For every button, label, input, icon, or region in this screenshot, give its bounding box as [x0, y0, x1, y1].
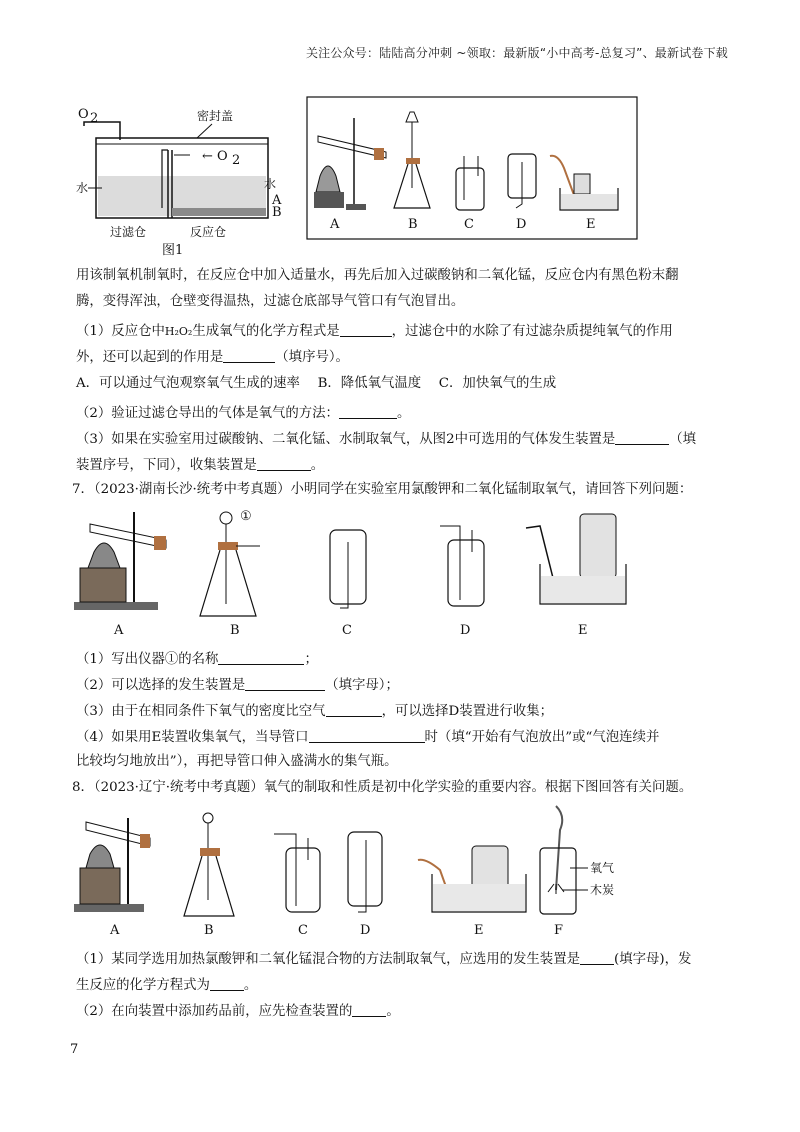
q3-blank-collector[interactable] — [257, 456, 311, 471]
p7-q2-end: （填字母）； — [325, 678, 399, 693]
fig8-oxygen-label: 氧气 — [590, 861, 615, 875]
fig7-label-e: E — [578, 623, 588, 638]
q3-text-c: 装置序号，下同），收集装置是 — [76, 458, 257, 473]
q3-text-b: （填 — [669, 432, 697, 447]
q2-end: 。 — [396, 406, 411, 421]
q3-blank-generator[interactable] — [615, 430, 669, 445]
question-3-line2 — [76, 456, 324, 476]
fig2-apparatus-a — [314, 118, 386, 232]
fig2-apparatus-e — [550, 156, 618, 232]
fig8-label-c: C — [298, 923, 308, 938]
fig8-apparatus-e — [418, 846, 526, 938]
fig1-water-left: 水 — [76, 181, 89, 195]
fig7-label-b: B — [230, 623, 240, 638]
p7-question-4-line2: 比较均匀地放出”），再把导管口伸入盛满水的集气瓶。 — [76, 754, 398, 769]
intro-paragraph-line2: 腾，变得浑浊，仓壁变得温热，过滤仓底部导气管口有气泡冒出。 — [76, 294, 465, 309]
p8-q1-text-b: (填字母)，发 — [613, 952, 692, 967]
p8-question-2 — [76, 1002, 400, 1022]
p7-q4-text-a: （4）如果用E装置收集氧气，当导管口 — [76, 730, 309, 745]
fig1-caption: 图1 — [162, 243, 184, 258]
fig8-label-a: A — [110, 923, 120, 938]
fig1-label-b: B — [272, 205, 282, 220]
fig2-apparatus-c — [456, 156, 484, 232]
fig8-label-e: E — [474, 923, 484, 938]
fig1-water-right: 水 — [264, 177, 277, 191]
q1-text-c: ，过滤仓中的水除了有过滤杂质提纯氧气的作用 — [391, 324, 673, 339]
p8-q2-end: 。 — [386, 1004, 400, 1019]
fig1-o2-sub: 2 — [90, 111, 99, 126]
p7-q4-text-b: 时（填“开始有气泡放出”或“气泡连续并 — [424, 730, 660, 745]
fig7-apparatus-b — [200, 509, 260, 638]
page-header: 关注公众号：陆陆高分冲刺 ~领取：最新版“小中高考-总复习”、最新试卷下载 — [305, 46, 728, 60]
p7-question-2 — [76, 676, 399, 696]
fig8-apparatus-c — [274, 834, 320, 938]
fig2-apparatus-d — [508, 154, 536, 232]
question-2 — [76, 404, 410, 424]
q3-text-d: 。 — [310, 458, 325, 473]
fig7-label-d: D — [460, 623, 471, 638]
fig8-label-f: F — [554, 923, 564, 938]
fig8-apparatus-d — [348, 832, 382, 938]
p7-q2-text: （2）可以选择的发生装置是 — [76, 678, 246, 693]
figure-8-apparatus — [70, 800, 630, 942]
p8-q2-blank[interactable] — [352, 1002, 386, 1017]
fig7-apparatus-a — [74, 512, 166, 638]
fig7-label-a: A — [114, 623, 124, 638]
p7-q1-blank[interactable] — [218, 650, 304, 665]
figure-7-apparatus — [70, 504, 630, 640]
fig7-apparatus-c — [330, 530, 366, 638]
p7-question-4-line1 — [76, 728, 659, 748]
fig8-label-d: D — [360, 923, 371, 938]
p7-question-3 — [76, 702, 553, 722]
fig2-label-b: B — [408, 217, 418, 232]
q1-text-b: 生成氧气的化学方程式是 — [192, 324, 340, 339]
q1-formula: H₂O₂ — [164, 325, 193, 338]
fig2-label-e: E — [586, 217, 596, 232]
p8-q1-blank-device[interactable] — [580, 950, 614, 965]
fig7-apparatus-d — [440, 526, 484, 638]
fig7-label-c: C — [342, 623, 352, 638]
p7-question-1 — [76, 650, 318, 670]
p7-q3-blank[interactable] — [326, 702, 382, 717]
p8-q1-text-c: 生反应的化学方程式为 — [76, 978, 210, 993]
fig8-apparatus-a — [74, 818, 150, 938]
intro-paragraph-line1: 用该制氧机制氧时，在反应仓中加入适量水，再先后加入过碳酸钠和二氧化锰，反应仓内有黑色粉末翻 — [76, 268, 679, 283]
fig1-label-a: A — [272, 193, 282, 208]
q2-blank[interactable] — [339, 404, 397, 419]
figure-1-oxygen-machine — [72, 100, 287, 260]
fig1-seal-label: 密封盖 — [197, 109, 234, 123]
question-1-line1 — [76, 322, 673, 342]
q1-text-d: 外，还可以起到的作用是 — [76, 350, 224, 365]
p8-question-1-line2 — [76, 976, 257, 996]
fig1-o2-left: O — [78, 107, 89, 122]
question-3-line1 — [76, 430, 696, 450]
fig2-apparatus-b — [394, 112, 430, 232]
fig8-charcoal-label: 木炭 — [590, 883, 615, 897]
figure-2-apparatus — [306, 96, 638, 240]
p7-q1-end: ； — [304, 652, 318, 667]
p7-q3-text: （3）由于在相同条件下氧气的密度比空气 — [76, 704, 326, 719]
p8-q2-text: （2）在向装置中添加药品前，应先检查装置的 — [76, 1004, 353, 1019]
question-1-line2 — [76, 348, 349, 368]
p7-q4-blank[interactable] — [309, 728, 425, 743]
fig8-apparatus-f — [540, 806, 614, 938]
fig7-circle-1: ① — [240, 509, 252, 524]
page-number: 7 — [70, 1042, 79, 1057]
p8-q1-blank-equation[interactable] — [210, 976, 244, 991]
q2-text: （2）验证过滤仓导出的气体是氧气的方法： — [76, 406, 339, 421]
fig1-react-label: 反应仓 — [190, 225, 227, 239]
fig1-o2-right-sub: 2 — [232, 153, 241, 168]
p7-q1-text: （1）写出仪器①的名称 — [76, 652, 219, 667]
problem-8-title: 8．（2023·辽宁·统考中考真题）氧气的制取和性质是初中化学实验的重要内容。根据下图回答有关问题。 — [72, 780, 693, 795]
problem-7-title: 7．（2023·湖南长沙·统考中考真题）小明同学在实验室用氯酸钾和二氧化锰制取氧气，请回答下列问题： — [72, 482, 693, 497]
q1-text-e: （填序号）。 — [275, 350, 349, 365]
fig2-label-c: C — [464, 217, 474, 232]
fig8-label-b: B — [204, 923, 214, 938]
fig7-apparatus-e — [526, 514, 626, 638]
fig2-label-a: A — [330, 217, 340, 232]
fig2-label-d: D — [516, 217, 527, 232]
fig1-o2-right: ← O — [202, 149, 228, 164]
p8-q1-text-a: （1）某同学选用加热氯酸钾和二氧化锰混合物的方法制取氧气，应选用的发生装置是 — [76, 952, 580, 967]
q1-blank-choice[interactable] — [223, 348, 275, 363]
question-1-options: A．可以通过气泡观察氧气生成的速率 B．降低氧气温度 C．加快氧气的生成 — [76, 376, 557, 391]
q3-text-a: （3）如果在实验室用过碳酸钠、二氧化锰、水制取氧气，从图2中可选用的气体发生装置是 — [76, 432, 616, 447]
fig1-filter-label: 过滤仓 — [110, 225, 147, 239]
fig8-apparatus-b — [184, 813, 234, 938]
q1-blank-equation[interactable] — [340, 322, 392, 337]
q1-text-a: （1）反应仓中 — [76, 324, 165, 339]
p7-q3-end: ，可以选择D装置进行收集； — [381, 704, 553, 719]
p8-q1-text-d: 。 — [243, 978, 258, 993]
p8-question-1-line1 — [76, 950, 691, 970]
p7-q2-blank[interactable] — [245, 676, 325, 691]
